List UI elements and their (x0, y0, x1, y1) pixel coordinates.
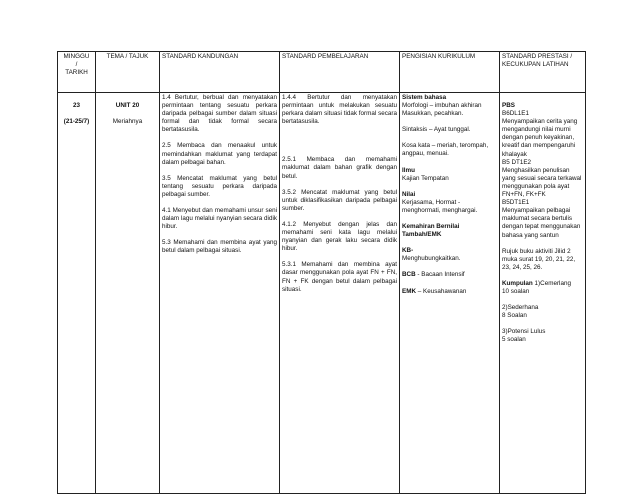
sistem-bahasa-contoh: Masukkan, pecahkan. (402, 110, 464, 118)
sp-item: 3.5.2 Mencatat maklumat yang betul untuk diklasifikasikan daripada pelbagai sumber. (282, 188, 397, 212)
header-pengisian-kurikulum: PENGISIAN KURIKULUM (400, 52, 500, 93)
cell-pengisian-kurikulum (400, 93, 500, 494)
header-minggu-tarikh (58, 52, 96, 93)
header-tarikh: TARIKH (65, 69, 88, 77)
cell-standard-pembelajaran (280, 93, 400, 494)
pbs-code: B5DT1E1 (502, 199, 530, 207)
pbs-title: PBS (502, 102, 515, 109)
sistem-bahasa-sintaksis: Sintaksis – Ayat tunggal. (402, 126, 471, 134)
kb-label: KB- (402, 247, 414, 255)
kumpulan-potensi-lulus-soalan: 5 soalan (502, 336, 526, 344)
kbt-title: Kemahiran Bernilai Tambah/EMK (402, 223, 460, 239)
date-range: (21-25/7) (63, 118, 90, 126)
emk-value: – Keusahawanan (416, 287, 467, 295)
sistem-bahasa-kosa-kata: Kosa kata – meriah, terompah, angpau, menuai. (402, 142, 489, 158)
emk-line (402, 288, 497, 296)
header-standard-kandungan: STANDARD KANDUNGAN (160, 52, 280, 93)
kumpulan-cemerlang: 1)Cemerlang (532, 279, 571, 287)
nilai-value: Kerjasama, Hormat - menghormati, menghargai. (402, 198, 478, 214)
sp-item: 2.5.1 Membaca dan memahami maklumat dalam bahan grafik dengan betul. (282, 156, 397, 180)
kumpulan-sederhana: 2)Sederhana (502, 304, 539, 312)
kumpulan-label: Kumpulan (502, 279, 533, 287)
header-slash: / (75, 61, 78, 69)
bcb-label: BCB (402, 271, 416, 279)
pbs-code: B5 DT1E2 (502, 158, 532, 166)
sp-item: 4.1.2 Menyebut dengan jelas dan memahami seni kata lagu melalui nyanyian dan gerak laku secara didik hibur. (282, 220, 397, 253)
sp-item: 1.4.4 Bertutur dan menyatakan permintaan untuk melakukan sesuatu perkara dalam situasi tidak formal secara bertatasusila. (282, 94, 397, 126)
header-tema-tajuk: TEMA / TAJUK (96, 52, 160, 93)
sk-item: 2.5 Membaca dan menaakul untuk memindahkan maklumat yang terdapat dalam pelbagai bahan. (162, 142, 277, 166)
header-standard-prestasi: STANDARD PRESTASI / KECUKUPAN LATIHAN (500, 52, 586, 93)
lesson-plan-table (57, 51, 586, 494)
bcb-line (402, 271, 497, 279)
week-number: 23 (72, 102, 80, 109)
kumpulan-sederhana-soalan: 8 Soalan (502, 312, 527, 320)
cell-minggu (58, 93, 96, 494)
emk-label: EMK (402, 287, 416, 295)
sp-item: 5.3.1 Memahami dan membina ayat dasar menggunakan pola ayat FN + FN, FN + FK dengan betul dalam pelbagai situasi. (282, 261, 397, 293)
kb-value: Menghubungkaitkan. (402, 255, 461, 263)
ilmu-value: Kajian Tempatan (402, 174, 449, 182)
sk-item: 3.5 Mencatat maklumat yang betul tentang sesuatu perkara daripada pelbagai sumber. (162, 174, 277, 198)
table-row (58, 93, 586, 494)
pbs-code: B6DL1E1 (502, 110, 529, 118)
bcb-value: - Bacaan Intensif (415, 271, 465, 279)
sk-item: 4.1 Menyebut dan memahami unsur seni dalam lagu melalui nyanyian secara didik hibur. (162, 207, 277, 231)
cell-standard-kandungan (160, 93, 280, 494)
kumpulan-cemerlang-soalan: 10 soalan (502, 287, 530, 295)
kumpulan-line (502, 280, 583, 288)
sistem-bahasa-morfologi: Morfologi – imbuhan akhiran (402, 102, 482, 110)
cell-tema (96, 93, 160, 494)
nilai-title: Nilai (402, 190, 416, 198)
sk-item: 1.4 Bertutur, berbual dan menyatakan permintaan tentang sesuatu perkara daripada pelbagai sumber dalam situasi formal dan tidak formal secara bertatasusila. (162, 94, 277, 134)
ilmu-title: Ilmu (402, 166, 415, 174)
unit-title: Meriahnya (112, 118, 143, 126)
pbs-description: Menyampaikan cerita yang mengandungi nilai murni dengan penuh keyakinan, kreatif dan mempengaruhi khalayak (502, 118, 578, 158)
cell-standard-prestasi (500, 93, 586, 494)
sistem-bahasa-title: Sistem bahasa (402, 94, 447, 101)
sk-item: 5.3 Memahami dan membina ayat yang betul dalam pelbagai situasi. (162, 239, 277, 255)
kumpulan-potensi-lulus: 3)Potensi Lulus (502, 328, 546, 336)
header-standard-pembelajaran: STANDARD PEMBELAJARAN (280, 52, 400, 93)
pbs-description: Menyampaikan pelbagai maklumat secara bertulis dengan tepat menggunakan bahasa yang santun (502, 207, 581, 239)
header-row (58, 52, 586, 93)
unit-label: UNIT 20 (115, 102, 140, 109)
header-minggu: MINGGU (63, 53, 90, 60)
rujuk-buku: Rujuk buku aktiviti Jilid 2 muka surat 19, 20, 21, 22, 23, 24, 25, 26. (502, 247, 576, 271)
pbs-description: Menghasilkan penulisan yang sesuai secara terkawal menggunakan pola ayat FN+FN, FK+FK (502, 166, 582, 199)
